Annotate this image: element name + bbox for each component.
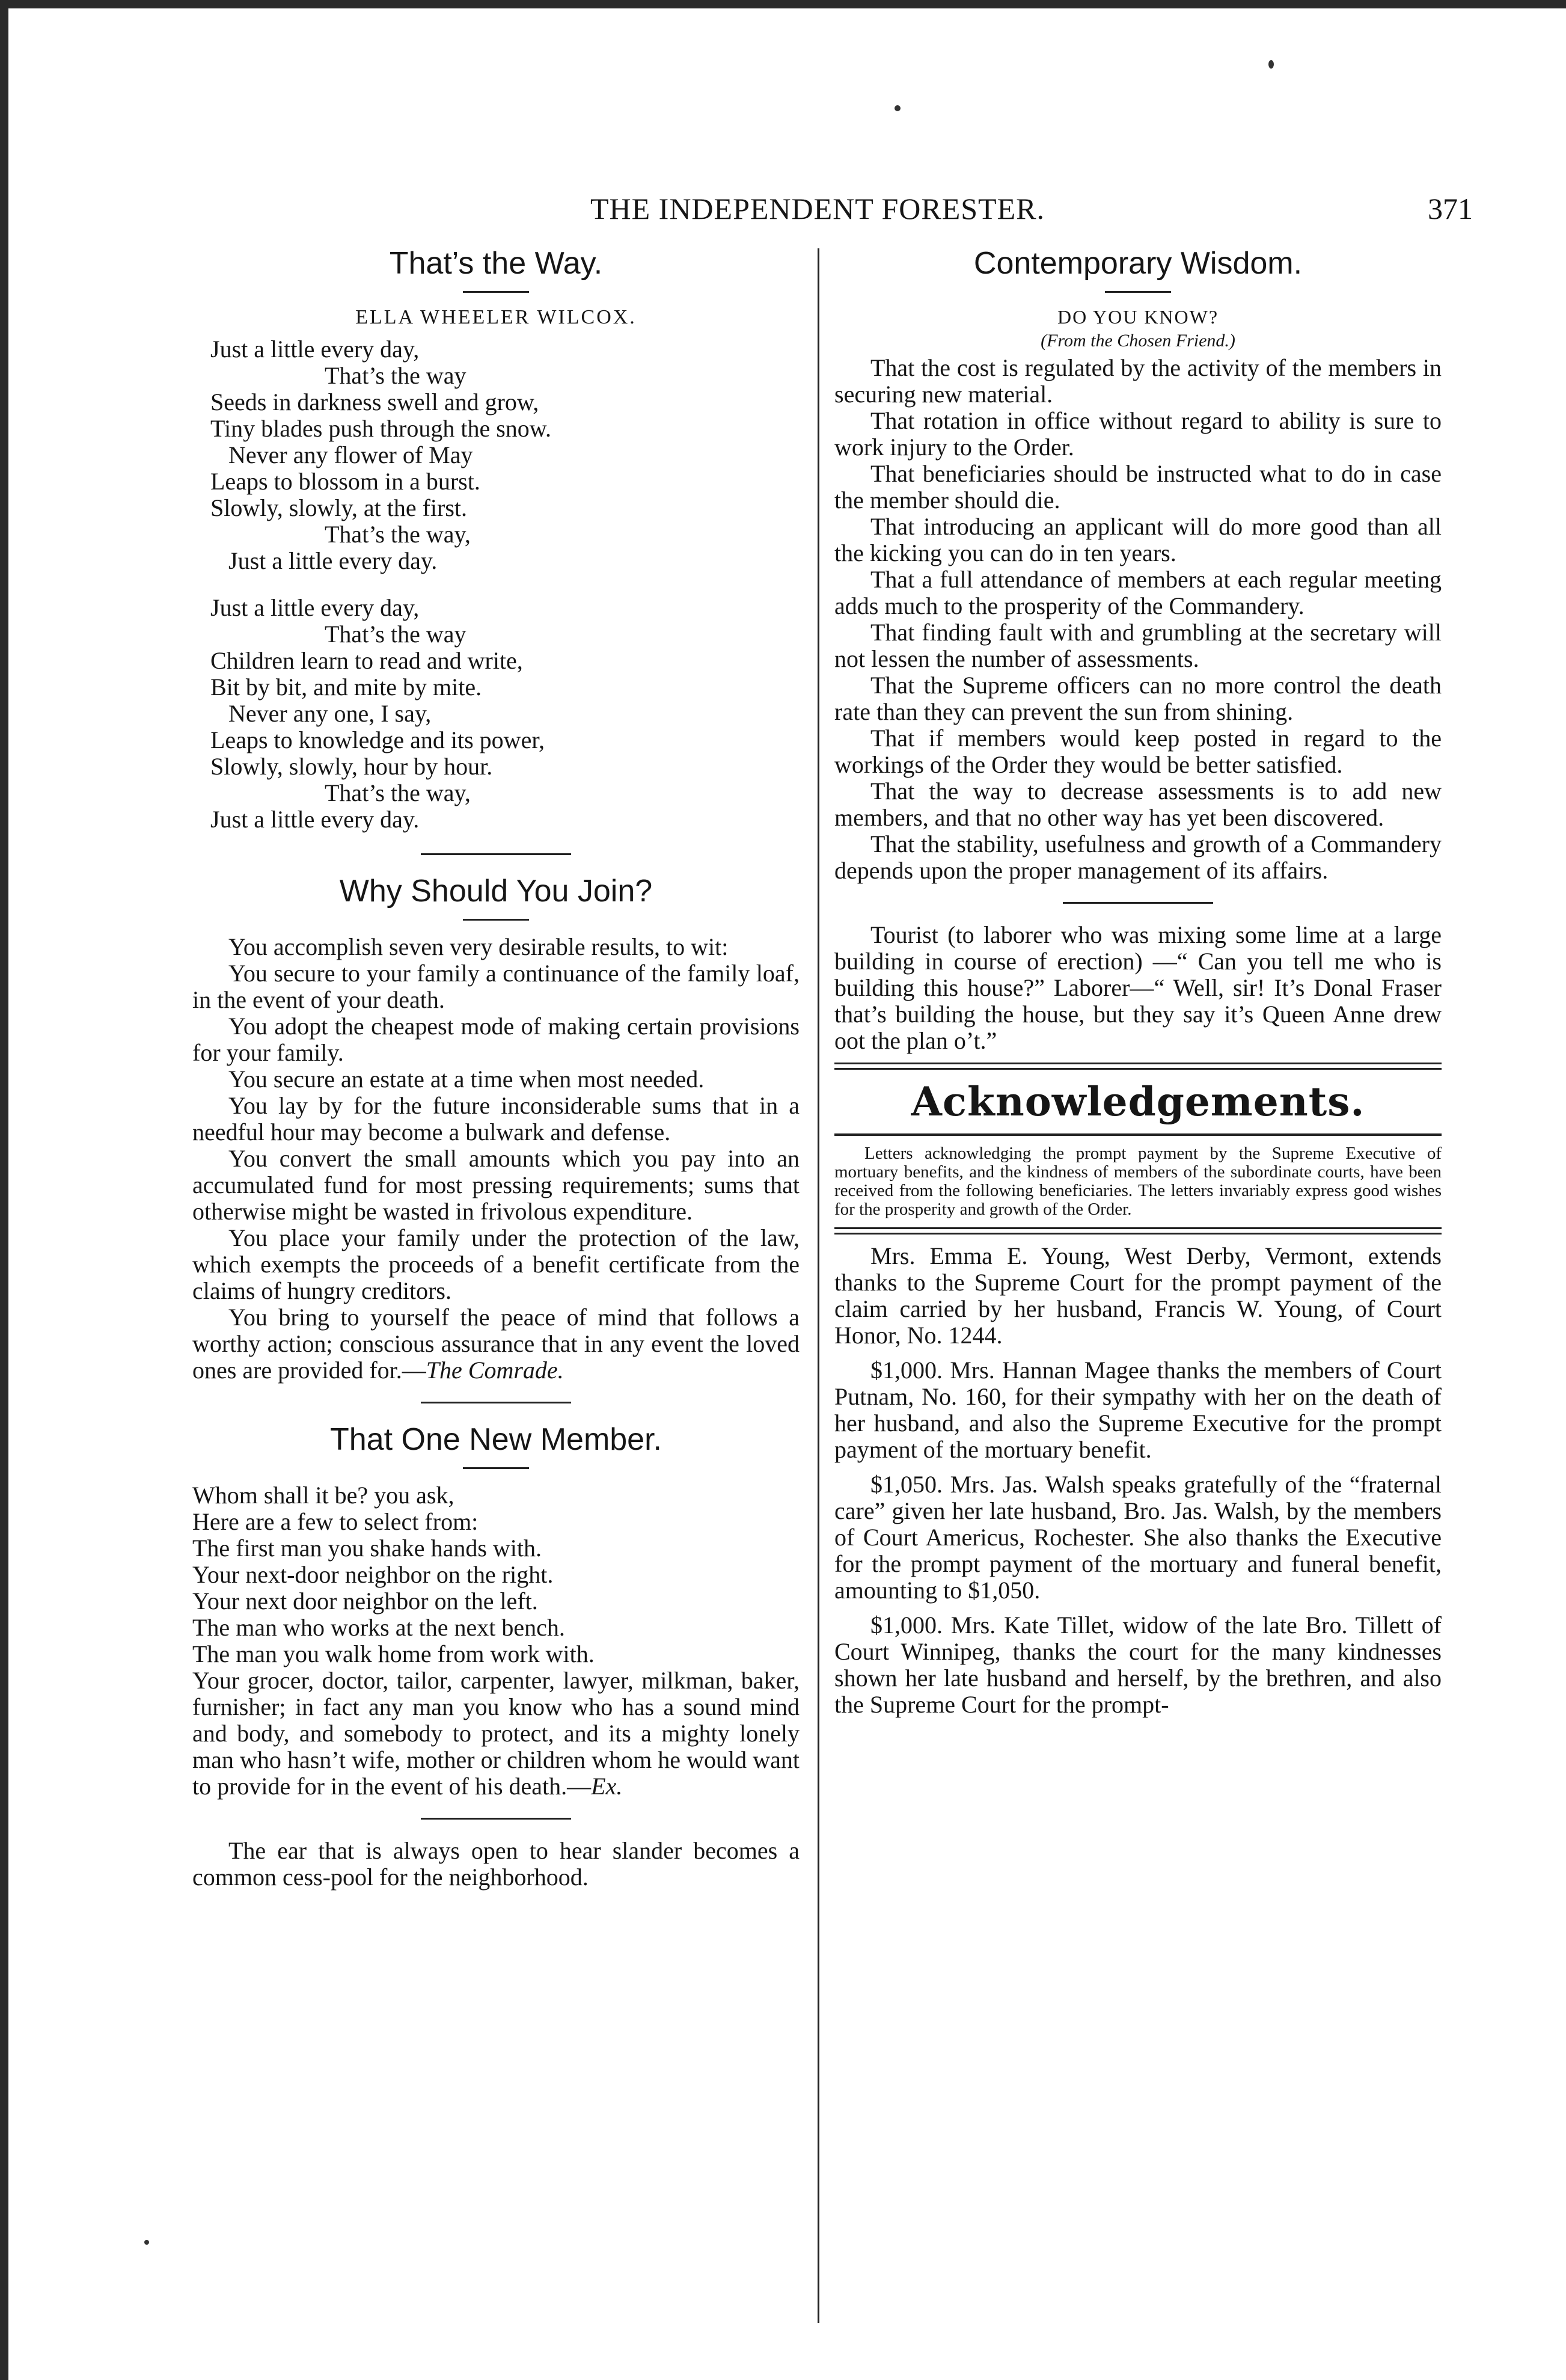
poem-line: That’s the way, [325, 779, 471, 806]
section-rule [1063, 902, 1213, 904]
poem-body [210, 336, 800, 833]
poem-line: Whom shall it be? you ask, [192, 1482, 454, 1509]
article-paragraph: That beneficiaries should be instructed what to do in case the member should die. [834, 460, 1442, 514]
acknowledgement-entry: $1,000. Mrs. Hannan Magee thanks the members of Court Putnam, No. 160, for their sympathy with her on the death of her husband, and also the Supreme Executive for the prompt payment of the mortuary benefit. [834, 1357, 1442, 1463]
poem-body [192, 1482, 800, 1667]
article-paragraph: That the cost is regulated by the activity of the members in securing new material. [834, 354, 1442, 408]
poem-closing [192, 1667, 800, 1800]
poem-line: Just a little every day, [210, 336, 420, 363]
scan-speck [1268, 60, 1274, 69]
poem-line: Here are a few to select from: [192, 1508, 479, 1535]
section-rule [421, 1818, 571, 1820]
article-paragraph: You convert the small amounts which you pay into an accumulated fund for most pressing requirements; sums that otherwise might be wasted in frivolous expenditure. [192, 1145, 800, 1225]
article-paragraph: You place your family under the protection of the law, which exempts the proceeds of a benefit certificate from the claims of hungry creditors. [192, 1224, 800, 1304]
poem-closing-text: Your grocer, doctor, tailor, carpenter, lawyer, milkman, baker, furnisher; in fact any man you know who has a sound mind and body, and somebody to protect, and its a mighty lonely man who hasn’t wife, mother or children whom he would want to provide for in the event of his death.— [192, 1667, 800, 1800]
article-paragraph: That introducing an applicant will do more good than all the kicking you can do in ten years. [834, 513, 1442, 566]
poem-line: The man you walk home from work with. [192, 1640, 595, 1667]
article-paragraph: You accomplish seven very desirable results, to wit: [228, 933, 729, 960]
acknowledgement-entry: $1,000. Mrs. Kate Tillet, widow of the late Bro. Tillett of Court Winnipeg, thanks the court for the many kindnesses shown her late husband and herself, by the brethren, and also the Supreme Court for the prompt- [834, 1612, 1442, 1718]
poem-title: That One New Member. [330, 1422, 662, 1457]
title-rule [463, 1467, 529, 1469]
article-paragraph: That the way to decrease assessments is to add new members, and that no other way has yet been discovered. [834, 777, 1442, 831]
column-divider [818, 248, 819, 2323]
poem-line: The man who works at the next bench. [192, 1614, 565, 1641]
acknowledgement-entry: Mrs. Emma E. Young, West Derby, Vermont, extends thanks to the Supreme Court for the prompt payment of the claim carried by her husband, Francis W. Young, of Court Honor, No. 1244. [834, 1242, 1442, 1349]
poem-line: The first man you shake hands with. [192, 1535, 542, 1562]
article-paragraph: That if members would keep posted in regard to the workings of the Order they would be better satisfied. [834, 725, 1442, 778]
filler-paragraph [192, 1838, 800, 1891]
poem-line: Bit by bit, and mite by mite. [210, 673, 482, 701]
poem-line: Your next-door neighbor on the right. [192, 1561, 554, 1588]
running-title: THE INDEPENDENT FORESTER. [590, 192, 1045, 225]
scan-edge-left [0, 0, 8, 2380]
poem-line: Just a little every day, [210, 594, 420, 621]
article-paragraph [192, 1304, 800, 1384]
section-rule [421, 853, 571, 855]
poem-stanza [210, 595, 800, 833]
running-head [192, 191, 1473, 239]
section-double-rule [834, 1063, 1442, 1070]
poem-line: Your next door neighbor on the left. [192, 1587, 538, 1615]
filler-text: The ear that is always open to hear slander becomes a common cess-pool for the neighborhood. [192, 1837, 800, 1891]
article-paragraph: You secure to your family a continuance of the family loaf, in the event of your death. [192, 960, 800, 1013]
article-body [834, 355, 1442, 884]
poem-line: Children learn to read and write, [210, 647, 523, 674]
poem-title: That’s the Way. [389, 246, 603, 281]
title-rule [1105, 291, 1171, 293]
poem-line: Tiny blades push through the snow. [210, 415, 552, 442]
acknowledgements-intro: Letters acknowledging the prompt payment by the Supreme Executive of mortuary benefits, and the kindness of members of the subordinate courts, have been received from the following beneficiaries. The letters invariably express good wishes for the prosperity and growth of the Order. [834, 1144, 1442, 1219]
article-paragraph: That the stability, usefulness and growth of a Commandery depends upon the proper management of its affairs. [834, 830, 1442, 884]
article-paragraph: That finding fault with and grumbling at the secretary will not lessen the number of assessments. [834, 619, 1442, 672]
article-paragraph: That rotation in office without regard to ability is sure to work injury to the Order. [834, 407, 1442, 461]
poem-line: Just a little every day. [228, 547, 438, 574]
article-title: Why Should You Join? [339, 874, 653, 909]
article-paragraph: You adopt the cheapest mode of making certain provisions for your family. [192, 1013, 800, 1066]
section-rule [834, 1133, 1442, 1136]
poem-source: Ex. [591, 1773, 623, 1800]
left-column [192, 245, 800, 1891]
poem-line: That’s the way, [325, 521, 471, 548]
page-number: 371 [1428, 192, 1473, 225]
article-paragraph: You secure an estate at a time when most needed. [228, 1066, 705, 1093]
scan-edge-top [0, 0, 1566, 8]
poem-line: Slowly, slowly, hour by hour. [210, 753, 493, 780]
acknowledgement-entry: $1,050. Mrs. Jas. Walsh speaks gratefully of the “fraternal care” given her late husband, Bro. Jas. Walsh, by the members of Court Americus, Rochester. She also thanks the Executive for the prompt payment of the mortuary and funeral benefit, amounting to $1,050. [834, 1471, 1442, 1604]
acknowledgements-title: Acknowledgements. [911, 1078, 1365, 1125]
poem-line: Leaps to knowledge and its power, [210, 726, 545, 753]
article-paragraph: That the Supreme officers can no more control the death rate than they can prevent the sun from shining. [834, 672, 1442, 725]
article-title: Contemporary Wisdom. [973, 246, 1303, 281]
anecdote-text: Tourist (to laborer who was mixing some lime at a large building in course of erection) —“ Can you tell me who is building this house?” Laborer—“ Well, sir! It’s Donal Fraser that’s building the house, but they say it’s Queen Anne drew oot the plan o’t.” [834, 921, 1442, 1054]
poem-stanza [210, 336, 800, 574]
poem-line: Just a little every day. [210, 806, 420, 833]
article-paragraph-text: You bring to yourself the peace of mind that follows a worthy action; conscious assurance that in any event the loved ones are provided for.— [192, 1304, 800, 1384]
right-column [834, 245, 1442, 1718]
scan-speck [144, 2240, 149, 2245]
section-double-rule [834, 1227, 1442, 1234]
poem-line: Seeds in darkness swell and grow, [210, 388, 539, 416]
poem-closing-paragraph [192, 1667, 800, 1800]
poem-line: Never any flower of May [228, 441, 473, 468]
title-rule [463, 919, 529, 921]
article-subtitle: DO YOU KNOW? [1057, 306, 1219, 328]
anecdote [834, 922, 1442, 1054]
article-body [192, 934, 800, 1384]
scan-speck [895, 105, 901, 111]
poem-line: That’s the way [325, 621, 466, 648]
article-source: The Comrade. [426, 1357, 564, 1384]
article-paragraph: That a full attendance of members at each regular meeting adds much to the prosperity of the Commandery. [834, 566, 1442, 619]
article-paragraph: You lay by for the future inconsiderable sums that in a needful hour may become a bulwark and defense. [192, 1092, 800, 1146]
section-rule [421, 1402, 571, 1403]
poem-line: Never any one, I say, [228, 700, 432, 727]
acknowledgements-list [834, 1243, 1442, 1718]
poem-line: Leaps to blossom in a burst. [210, 468, 480, 495]
poem-author: ELLA WHEELER WILCOX. [355, 306, 637, 328]
article-source: (From the Chosen Friend.) [1041, 331, 1235, 351]
poem-line: Slowly, slowly, at the first. [210, 494, 468, 521]
title-rule [463, 291, 529, 293]
page [192, 191, 1473, 2332]
poem-line: That’s the way [325, 362, 466, 389]
